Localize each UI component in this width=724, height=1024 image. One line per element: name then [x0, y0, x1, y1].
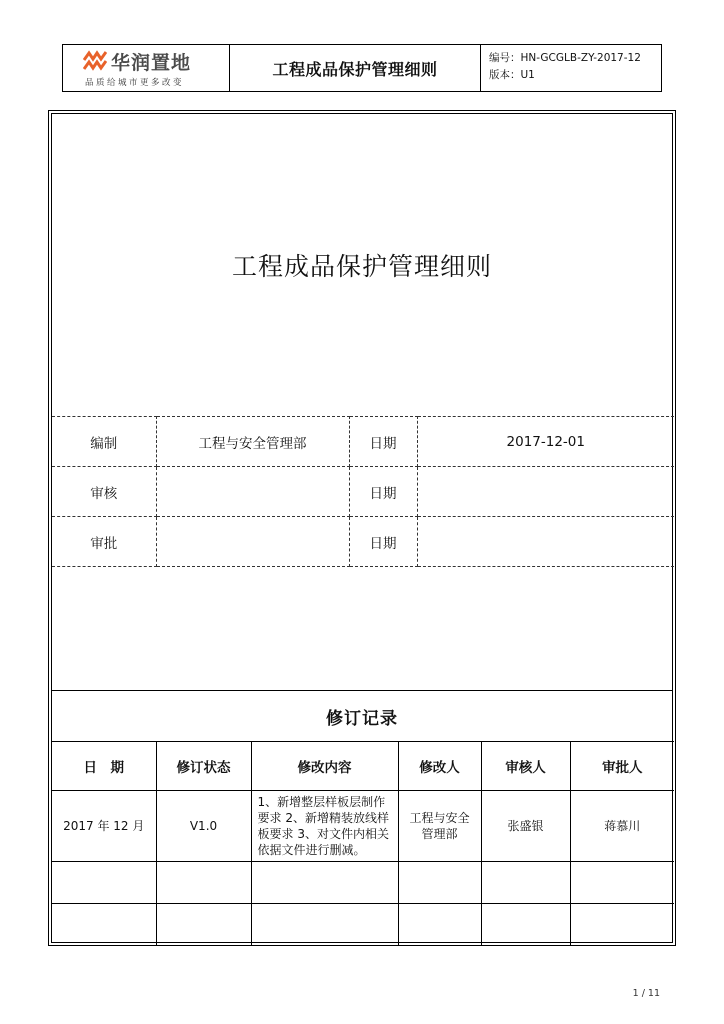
table-row	[52, 791, 674, 862]
document-header	[62, 44, 662, 92]
approval-value	[156, 517, 349, 567]
column-header: 审核人	[481, 742, 570, 791]
revision-reviewer: 张盛银	[481, 791, 570, 862]
table-row	[52, 904, 674, 946]
modifier-line: 管理部	[421, 827, 458, 841]
approval-date-label: 日期	[349, 417, 417, 467]
cover-frame-inner	[51, 113, 673, 943]
company-name: 华润置地	[111, 52, 192, 74]
approval-date: 2017-12-01	[417, 417, 674, 467]
column-header: 日 期	[52, 742, 156, 791]
approval-label: 审批	[52, 517, 156, 567]
company-slogan: 品质给城市更多改变	[85, 78, 185, 88]
approval-date-label: 日期	[349, 517, 417, 567]
revision-approver: 蒋慕川	[570, 791, 674, 862]
cover-title: 工程成品保护管理细则	[231, 252, 492, 281]
approval-table	[52, 416, 674, 567]
cover-frame	[48, 110, 676, 946]
revision-table	[52, 741, 674, 945]
doc-version-label: 版本：	[489, 69, 521, 81]
column-header: 修改内容	[251, 742, 398, 791]
column-header: 修订状态	[156, 742, 251, 791]
approval-value	[156, 467, 349, 517]
approval-row	[52, 417, 674, 467]
approval-value: 工程与安全管理部	[156, 417, 349, 467]
mountain-logo-icon	[83, 50, 107, 72]
content-line: 板要求 3、对文件内相关	[257, 827, 389, 841]
content-line: 1、新增整层样板层制作	[257, 795, 386, 809]
page-number: 1 / 11	[632, 988, 660, 999]
content-line: 依据文件进行删减。	[257, 843, 366, 857]
doc-version	[489, 67, 661, 84]
revision-status: V1.0	[156, 791, 251, 862]
approval-row	[52, 517, 674, 567]
revision-content	[251, 791, 398, 862]
doc-code-value: HN-GCGLB-ZY-2017-12	[520, 52, 641, 64]
column-header: 修改人	[398, 742, 481, 791]
doc-code	[489, 50, 661, 67]
approval-label: 编制	[52, 417, 156, 467]
modifier-line: 工程与安全	[409, 811, 470, 825]
doc-code-label: 编号：	[489, 52, 521, 64]
header-meta	[481, 45, 661, 91]
doc-version-value: U1	[520, 69, 535, 81]
approval-date	[417, 517, 674, 567]
revision-modifier	[398, 791, 481, 862]
column-header: 审批人	[570, 742, 674, 791]
revision-date: 2017 年 12 月	[52, 791, 156, 862]
table-row	[52, 862, 674, 904]
approval-date-label: 日期	[349, 467, 417, 517]
revision-record-title: 修订记录	[52, 690, 672, 742]
approval-label: 审核	[52, 467, 156, 517]
revision-header-row	[52, 742, 674, 791]
content-line: 要求 2、新增精装放线样	[257, 811, 389, 825]
approval-row	[52, 467, 674, 517]
company-logo	[63, 45, 230, 91]
approval-date	[417, 467, 674, 517]
header-doc-title: 工程成品保护管理细则	[230, 45, 481, 91]
